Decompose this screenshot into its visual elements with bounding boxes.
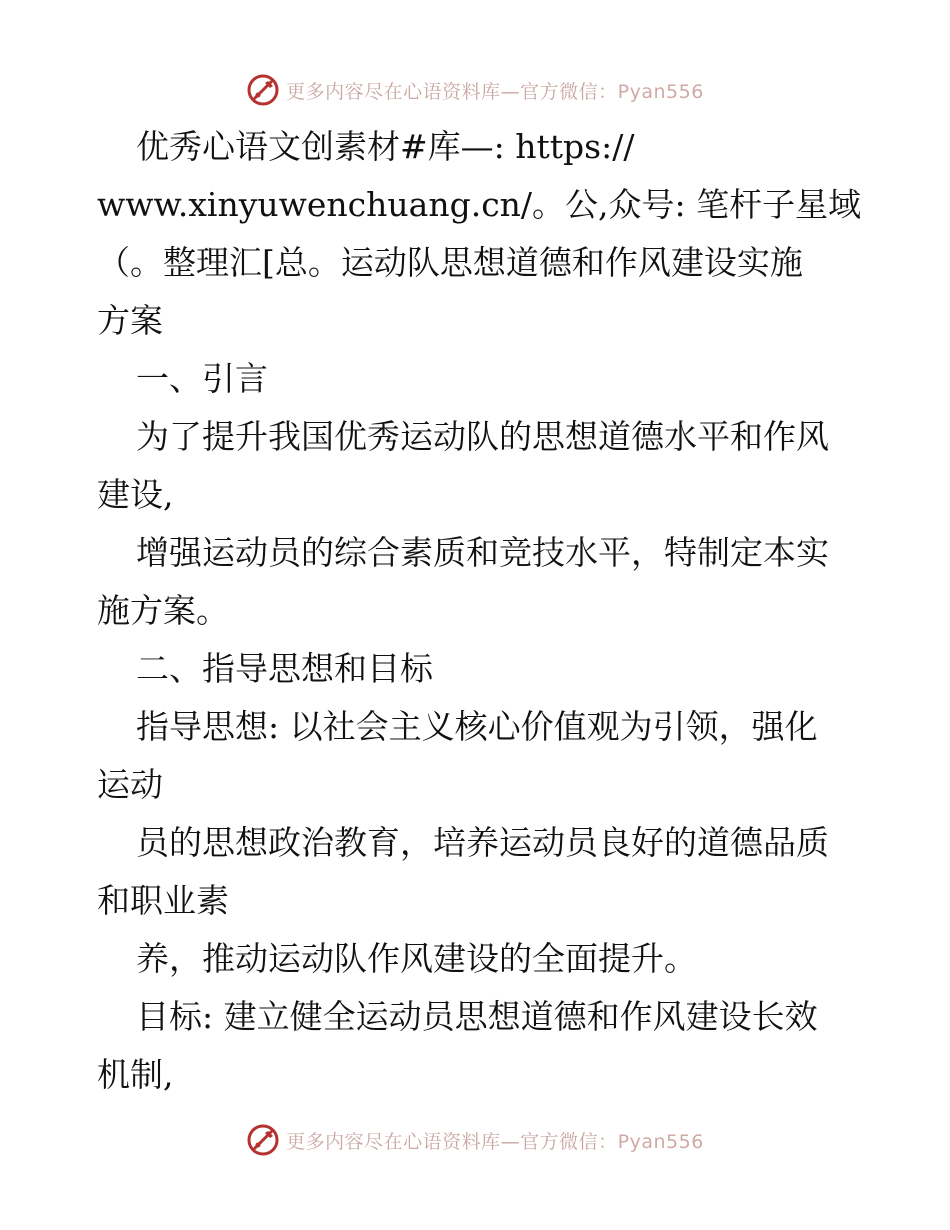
paragraph-line: 指导思想: 以社会主义核心价值观为引领，强化 [136, 707, 818, 746]
header-banner [0, 70, 950, 110]
section-heading: 二、指导思想和目标 [136, 649, 433, 688]
paragraph-line: 目标: 建立健全运动员思想道德和作风建设长效 [136, 997, 818, 1036]
paragraph-line: （。整理汇[总。运动队思想道德和作风建设实施 [97, 243, 803, 282]
logo-icon [246, 1123, 280, 1157]
header-banner-id: Pyan556 [617, 80, 704, 103]
logo-icon [246, 73, 280, 107]
paragraph-line: 方案 [97, 301, 163, 340]
paragraph-line: 和职业素 [97, 881, 229, 920]
paragraph-line: 建设, [97, 475, 174, 514]
section-heading: 一、引言 [136, 359, 268, 398]
paragraph-line: 养，推动运动队作风建设的全面提升。 [136, 939, 697, 978]
paragraph-line: 机制, [97, 1055, 174, 1094]
paragraph-line: 增强运动员的综合素质和竞技水平，特制定本实 [136, 533, 829, 572]
paragraph-line: 为了提升我国优秀运动队的思想道德水平和作风 [136, 417, 829, 456]
footer-banner [0, 1120, 950, 1160]
header-banner-text: 更多内容尽在心语资料库—官方微信： [286, 80, 618, 103]
paragraph-line: www.xinyuwenchuang.cn/。公,众号: 笔杆子星域 [97, 185, 862, 224]
paragraph-line: 优秀心语文创素材#库—: https:// [136, 127, 635, 166]
footer-banner-id: Pyan556 [617, 1130, 704, 1153]
paragraph-line: 运动 [97, 765, 163, 804]
paragraph-line: 施方案。 [97, 591, 229, 630]
footer-banner-text: 更多内容尽在心语资料库—官方微信： [286, 1130, 618, 1153]
paragraph-line: 员的思想政治教育，培养运动员良好的道德品质 [136, 823, 829, 862]
